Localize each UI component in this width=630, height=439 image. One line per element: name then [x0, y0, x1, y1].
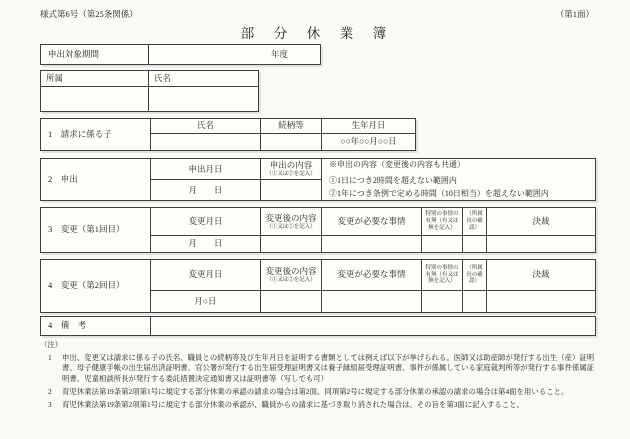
change1-table [40, 207, 596, 253]
change1-content-fill-cell [261, 236, 322, 253]
affiliation-fill-cell [41, 87, 149, 112]
change2-content-header [261, 260, 322, 291]
section3-label: 3 変更（第1回目） [41, 208, 151, 253]
change1-content-header-main: 変更後の内容 [265, 212, 317, 223]
change1-reason-fill-cell [322, 236, 422, 253]
change1-content-header [261, 208, 322, 236]
change2-table [40, 259, 596, 313]
change2-reason-fill-cell [322, 291, 422, 313]
application-content-fill-cell [261, 180, 322, 201]
child-name-fill-cell [151, 134, 261, 151]
child-relation-header: 続柄等 [261, 119, 322, 134]
change1-confirm-header: （所属長の確認） [463, 208, 487, 236]
remarks-label: 4 備 考 [41, 317, 151, 336]
change2-approval-header: 決裁 [487, 260, 596, 291]
footnotes [40, 340, 600, 410]
change2-content-subheader: （①又は②を記入） [266, 277, 316, 284]
identity-table [40, 70, 259, 112]
child-relation-fill-cell [261, 134, 322, 151]
section2-label: 2 申出 [41, 159, 151, 201]
change2-confirm-header: （所属長の確認） [463, 260, 487, 291]
remarks-fill-cell [151, 317, 596, 336]
application-table [40, 158, 596, 201]
application-note-line2: ①1日につき2時間を超えない範囲内 [329, 176, 457, 186]
section1-label: 1 請求に係る子 [41, 119, 151, 151]
form-title: 部 分 休 業 簿 [240, 26, 390, 41]
change2-date-value: 月○日 [151, 291, 261, 313]
change2-date-header: 変更月日 [151, 260, 261, 291]
application-date-header: 申出月日 [151, 159, 261, 180]
child-name-header: 氏名 [151, 119, 261, 134]
period-label: 申出対象期間 [41, 45, 149, 65]
form-code: 様式第6号（第25条関係） [40, 9, 138, 19]
name-label: 氏名 [149, 71, 259, 87]
change1-date-value: 月 日 [151, 236, 261, 253]
footnote-number: 3 [48, 399, 52, 409]
footnote-item [40, 387, 600, 398]
application-content-subheader: （①又は②を記入） [266, 171, 316, 178]
child-birth-header: 生年月日 [322, 119, 416, 134]
change1-date-header: 変更月日 [151, 208, 261, 236]
change1-approval-fill-cell [487, 236, 596, 253]
child-birth-value: ○○年○○月○○日 [322, 134, 416, 151]
application-note-line1: ※申出の内容（変更後の内容も共通） [329, 160, 465, 169]
change2-content-header-main: 変更後の内容 [265, 266, 317, 277]
footnote-text: 申出、変更又は請求に係る子の氏名、職員との続柄等及び生年月日を証明する書類としては例えば以下が挙げられる。医師又は助産師が発行する出生（産）証明書、母子健康手帳の出生届出済証明書、官公署が発行する出生届受理証明書又は養子縁組届受理証明書、事件が係属している家庭裁判所等が発行する事件係属証明書、児童相談所長が発行する委託措置決定通知書又は証明書等（写しでも可） [62, 352, 595, 384]
child-table [40, 118, 416, 151]
application-note-line3: ②1年につき条例で定める時間（10日相当）を超えない範囲内 [329, 188, 549, 198]
change2-confirm-fill-cell [463, 291, 487, 313]
period-table [40, 44, 321, 65]
affiliation-label: 所属 [41, 71, 149, 87]
footnote-text: 育児休業法第19条第2項第1号に規定する部分休業の承認が、職員からの請求に基づき取り消された場合は、その旨を第3面に記入すること。 [62, 399, 524, 409]
change2-reason-header: 変更が必要な事情 [322, 260, 422, 291]
footnote-text: 育児休業法第19条第2項第1号に規定する部分休業の承認の請求の場合は第2面、同項第2号に規定する部分休業の承認の請求の場合は第4面を用いること。 [62, 386, 569, 396]
change2-content-fill-cell [261, 291, 322, 313]
footnotes-title: （注） [40, 340, 63, 349]
change1-content-subheader: （①又は②を記入） [266, 223, 316, 230]
footnote-number: 2 [48, 386, 52, 396]
name-fill-cell [149, 87, 259, 112]
remarks-table [40, 316, 596, 336]
footnote-number: 1 [48, 352, 52, 362]
change1-special-fill-cell [422, 236, 463, 253]
application-content-header-main: 申出の内容 [269, 160, 313, 171]
change1-approval-header: 決裁 [487, 208, 596, 236]
change1-special-header: 特別の事情の有無（有又は無を記入） [422, 208, 463, 236]
application-content-header [261, 159, 322, 180]
change2-approval-fill-cell [487, 291, 596, 313]
fiscal-year-cell: 年度 [149, 45, 321, 65]
application-date-value: 月 日 [151, 180, 261, 201]
application-content-note [322, 159, 596, 201]
footnote-item [40, 353, 600, 385]
change2-special-header: 特別の事情の有無（有又は無を記入） [422, 260, 463, 291]
footnote-item [40, 400, 600, 411]
section4-label: 4 変更（第2回目） [41, 260, 151, 313]
change1-confirm-fill-cell [463, 236, 487, 253]
change1-reason-header: 変更が必要な事情 [322, 208, 422, 236]
change2-special-fill-cell [422, 291, 463, 313]
page-marker: （第1面） [555, 9, 594, 19]
